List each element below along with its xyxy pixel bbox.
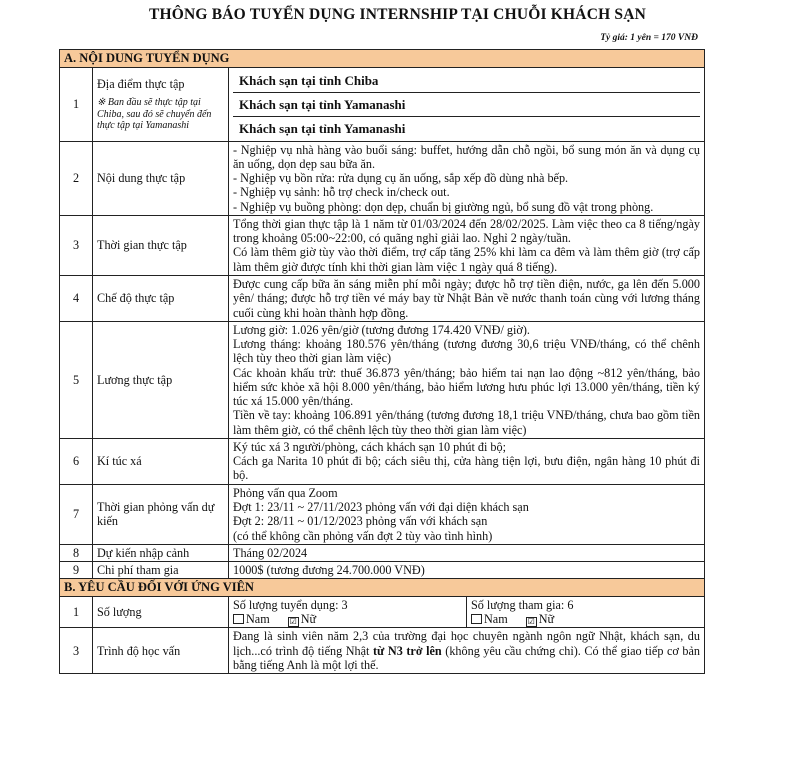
location-yamanashi: Khách sạn tại tỉnh Yamanashi: [233, 92, 700, 117]
content-line: (có thể không cần phỏng vấn đợt 2 tùy vào tình hình): [233, 528, 493, 543]
checkbox-unchecked-icon[interactable]: [471, 614, 482, 624]
content-line: Tổng thời gian thực tập là 1 năm từ 01/03/2024 đến 28/02/2025. Làm việc theo ca 8 tiếng/ngày trong khoảng 05:00~22:00, có quãng nghỉ giải lao. Nghỉ 2 ngày/tuần.: [233, 216, 700, 246]
female-option[interactable]: [526, 612, 554, 626]
row-content: [229, 438, 705, 484]
recruit-quantity: [229, 597, 466, 628]
row-content: [229, 321, 705, 438]
content-line: Phỏng vấn qua Zoom: [233, 485, 338, 500]
row-number: 9: [60, 562, 93, 579]
row-number: 3: [60, 628, 93, 674]
row-label: Lương thực tập: [93, 321, 229, 438]
table-row: [60, 321, 705, 438]
location-note: ※ Ban đầu sẽ thực tập tại Chiba, sau đó sẽ chuyển đến thực tập tại Yamanashi: [97, 97, 212, 131]
content-line: Ký túc xá 3 người/phòng, cách khách sạn 10 phút đi bộ;: [233, 439, 506, 454]
table-row: [60, 562, 705, 579]
row-number: 1: [60, 596, 93, 628]
quantity-cell: [229, 596, 705, 628]
checkbox-unchecked-icon[interactable]: [233, 614, 244, 624]
row-number: 2: [60, 141, 93, 215]
content-line: Tiền về tay: khoảng 106.891 yên/tháng (tương đương 18,1 triệu VNĐ/tháng, chưa bao gồm tiền làm thêm giờ, có thể chênh lệch tùy theo thời gian làm việc): [233, 408, 700, 437]
table-row: [60, 215, 705, 275]
row-content: [229, 215, 705, 275]
row-label-text: Địa điểm thực tập: [97, 76, 185, 91]
row-number: 8: [60, 544, 93, 561]
row-label: [93, 67, 229, 141]
female-label: Nữ: [300, 612, 317, 627]
content-line: Lương tháng: khoảng 180.576 yên/tháng (tương đương 30,6 triệu VNĐ/tháng, có thể chênh lệch tùy theo thời gian làm việc): [233, 337, 700, 366]
content-line: - Nghiệp vụ nhà hàng vào buổi sáng: buffet, hướng dẫn chỗ ngồi, bổ sung món ăn và dụng cụ ăn uống, dọn dẹp sau bữa ăn.: [233, 142, 700, 171]
section-header-b: [60, 579, 705, 597]
row-label: Thời gian thực tập: [93, 215, 229, 275]
male-label: Nam: [246, 612, 270, 627]
table-row: [60, 628, 705, 674]
female-label: Nữ: [538, 612, 555, 627]
male-label: Nam: [484, 612, 508, 627]
section-header-a: [60, 50, 705, 68]
participant-quantity: [466, 597, 704, 628]
education-text: Đang là sinh viên năm 2,3 của trường đại học chuyên ngành ngôn ngữ Nhật, khách sạn, du lịch...có trình độ tiếng Nhật: [233, 629, 700, 658]
recruit-count: Số lượng tuyển dụng: 3: [233, 597, 348, 612]
table-row: [60, 544, 705, 561]
table-row: [60, 67, 705, 141]
table-row: [60, 438, 705, 484]
table-row: [60, 484, 705, 544]
row-number: 3: [60, 215, 93, 275]
male-option[interactable]: [471, 612, 508, 626]
education-content: [229, 628, 705, 674]
row-number: 6: [60, 438, 93, 484]
content-line: Các khoản khấu trừ: thuế 36.873 yên/tháng; bảo hiểm tai nạn lao động ~812 yên/tháng, bảo hiểm sức khỏe xã hội 8.000 yên/tháng, bảo hiểm lương hưu phúc lợi 13.000 yên/tháng, tiền ký túc xá 15.000 yên/tháng.: [233, 365, 700, 409]
row-label: Dự kiến nhập cảnh: [93, 544, 229, 561]
checkbox-checked-icon[interactable]: ☑: [289, 617, 297, 627]
content-line: - Nghiệp vụ sảnh: hỗ trợ check in/check out.: [233, 185, 450, 200]
section-b-title: B. YÊU CẦU ĐỐI VỚI ỨNG VIÊN: [60, 579, 705, 597]
row-number: 7: [60, 484, 93, 544]
row-number: 1: [60, 67, 93, 141]
location-chiba: Khách sạn tại tỉnh Chiba: [239, 72, 379, 88]
row-content: [229, 141, 705, 215]
row-label: Chi phí tham gia: [93, 562, 229, 579]
checkbox-checked-icon[interactable]: ☑: [527, 617, 535, 627]
content-line: - Nghiệp vụ buồng phòng: dọn dẹp, chuẩn bị giường ngủ, bổ sung đồ vật trong phòng.: [233, 199, 654, 214]
row-content: Tháng 02/2024: [229, 544, 705, 561]
female-option[interactable]: [288, 612, 316, 626]
row-content: Được cung cấp bữa ăn sáng miễn phí mỗi ngày; được hỗ trợ tiền điện, nước, ga lên đến 5.000 yên/ tháng; được hỗ trợ tiền vé máy bay từ Nhật Bản về nước thanh toán cùng với lương tháng cuối cùng khi hoàn thành hợp đồng.: [229, 276, 705, 322]
page-title: THÔNG BÁO TUYỂN DỤNG INTERNSHIP TẠI CHUỖI KHÁCH SẠN: [148, 6, 647, 23]
recruitment-table: [59, 49, 705, 674]
row-label: Thời gian phỏng vấn dự kiến: [93, 484, 229, 544]
education-text-end: (không yêu cầu chứng chỉ). Có thể giao tiếp cơ bản bằng tiếng Anh là một lợi thế.: [233, 643, 701, 673]
row-label: Trình độ học vấn: [93, 628, 229, 674]
content-line: Đợt 2: 28/11 ~ 01/12/2023 phỏng vấn với khách sạn: [233, 514, 488, 529]
section-a-title: A. NỘI DUNG TUYỂN DỤNG: [60, 50, 705, 68]
education-level: từ N3 trở lên: [372, 643, 442, 658]
male-option[interactable]: [233, 612, 270, 626]
row-content: 1000$ (tương đương 24.700.000 VNĐ): [229, 562, 705, 579]
table-row: [60, 141, 705, 215]
content-line: Lương giờ: 1.026 yên/giờ (tương đương 174.420 VNĐ/ giờ).: [233, 322, 530, 337]
table-row: [60, 596, 705, 628]
row-content: [229, 484, 705, 544]
exchange-rate: Tỷ giá: 1 yên = 170 VNĐ: [600, 33, 698, 43]
row-number: 5: [60, 321, 93, 438]
row-label: Số lượng: [93, 596, 229, 628]
row-number: 4: [60, 276, 93, 322]
row-label: Nội dung thực tập: [93, 141, 229, 215]
content-line: Đợt 1: 23/11 ~ 27/11/2023 phỏng vấn với đại diện khách sạn: [233, 500, 529, 514]
table-row: [60, 276, 705, 322]
location-yamanashi-2: Khách sạn tại tỉnh Yamanashi: [239, 120, 406, 136]
content-line: Có làm thêm giờ tùy vào thời điểm, trợ cấp tăng 25% khi làm ca đêm và làm thêm giờ (trợ cấp làm thêm giờ được tính khi thời gian làm việc 1 ngày quá 8 tiếng).: [233, 245, 700, 274]
content-line: - Nghiệp vụ bồn rửa: rửa dụng cụ ăn uống, sắp xếp đồ dùng nhà bếp.: [233, 171, 569, 186]
row-label: Kí túc xá: [93, 438, 229, 484]
row-label: Chế độ thực tập: [93, 276, 229, 322]
location-list: [229, 67, 705, 141]
participant-count: Số lượng tham gia: 6: [471, 597, 574, 612]
content-line: Cách ga Narita 10 phút đi bộ; cách siêu thị, cửa hàng tiện lợi, bưu điện, ngân hàng 10 phút đi bộ.: [233, 454, 700, 483]
